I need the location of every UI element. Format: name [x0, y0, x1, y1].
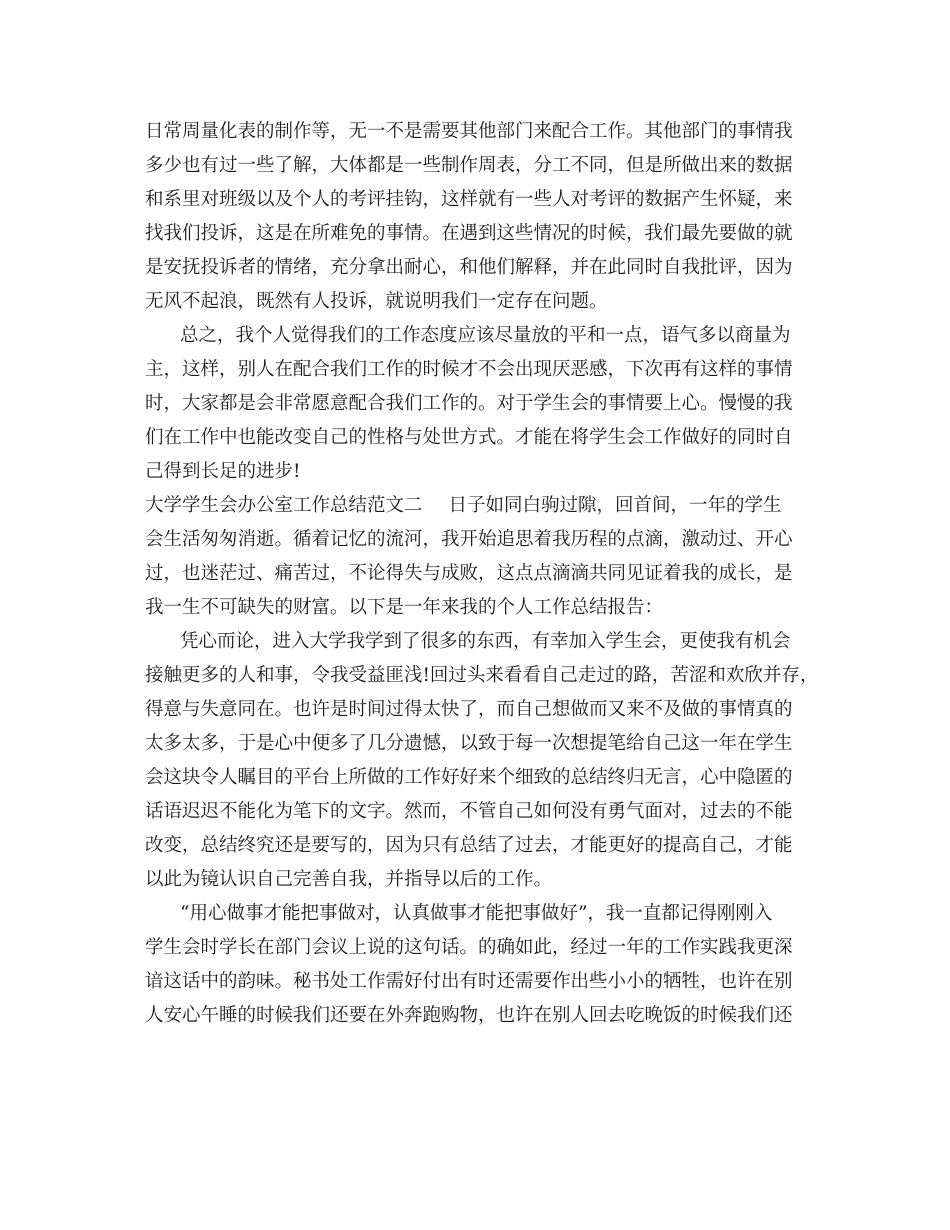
text-line: 太多太多，于是心中便多了几分遗憾，以致于每一次想提笔给自己这一年在学生 [145, 733, 793, 754]
text-line: 和系里对班级以及个人的考评挂钩，这样就有一些人对考评的数据产生怀疑，来 [145, 189, 793, 210]
text-line: 过，也迷茫过、痛苦过，不论得失与成败，这点点滴滴共同见证着我的成长，是 [145, 563, 793, 584]
text-line: 是安抚投诉者的情绪，充分拿出耐心，和他们解释，并在此同时自我批评，因为 [145, 257, 793, 278]
paragraph-first-line: 凭心而论，进入大学我学到了很多的东西，有幸加入学生会，更使我有机会 [180, 631, 791, 652]
section-heading-line [145, 489, 810, 523]
text-line: 们在工作中也能改变自己的性格与处世方式。才能在将学生会工作做好的同时自 [145, 427, 793, 448]
text-line: 人安心午睡的时候我们还要在外奔跑购物，也许在别人回去吃晚饭的时候我们还 [145, 1005, 793, 1026]
text-line: 学生会时学长在部门会议上说的这句话。的确如此，经过一年的工作实践我更深 [145, 937, 793, 958]
text-line: 话语迟迟不能化为笔下的文字。然而，不管自己如何没有勇气面对，过去的不能 [145, 801, 793, 822]
text-line: 改变，总结终究还是要写的，因为只有总结了过去，才能更好的提高自己，才能 [145, 835, 793, 856]
text-line: 主，这样，别人在配合我们工作的时候才不会出现厌恶感，下次再有这样的事情 [145, 359, 793, 380]
text-line: 以此为镜认识自己完善自我，并指导以后的工作。 [145, 869, 553, 890]
text-line: 多少也有过一些了解，大体都是一些制作周表，分工不同，但是所做出来的数据 [145, 155, 793, 176]
text-line: 会生活匆匆消逝。循着记忆的流河，我开始追思着我历程的点滴，激动过、开心 [145, 529, 793, 550]
text-line: 我一生不可缺失的财富。以下是一年来我的个人工作总结报告： [145, 597, 664, 618]
text-line: 得意与失意同在。也许是时间过得太快了，而自己想做而又来不及做的事情真的 [145, 699, 793, 720]
text-line: 日子如同白驹过隙，回首间，一年的学生 [448, 495, 782, 516]
text-line: 日常周量化表的制作等，无一不是需要其他部门来配合工作。其他部门的事情我 [145, 121, 793, 142]
text-line: 谙这话中的韵味。秘书处工作需好付出有时还需要作出些小小的牺牲，也许在别 [145, 971, 793, 992]
text-line: 接触更多的人和事，令我受益匪浅!回过头来看看自己走过的路，苦涩和欢欣并存， [145, 665, 819, 686]
text-line: 会这块令人瞩目的平台上所做的工作好好来个细致的总结终归无言，心中隐匿的 [145, 767, 793, 788]
text-line: 时，大家都是会非常愿意配合我们工作的。对于学生会的事情要上心。慢慢的我 [145, 393, 793, 414]
paragraph-first-line: 总之，我个人觉得我们的工作态度应该尽量放的平和一点，语气多以商量为 [180, 325, 791, 346]
paragraph-first-line: “用心做事才能把事做对，认真做事才能把事做好”，我一直都记得刚刚入 [180, 903, 773, 924]
text-line: 无风不起浪，既然有人投诉，就说明我们一定存在问题。 [145, 291, 608, 312]
text-line: 找我们投诉，这是在所难免的事情。在遇到这些情况的时候，我们最先要做的就 [145, 223, 793, 244]
section-heading: 大学学生会办公室工作总结范文二 [145, 495, 423, 516]
text-line: 己得到长足的进步! [145, 461, 301, 482]
